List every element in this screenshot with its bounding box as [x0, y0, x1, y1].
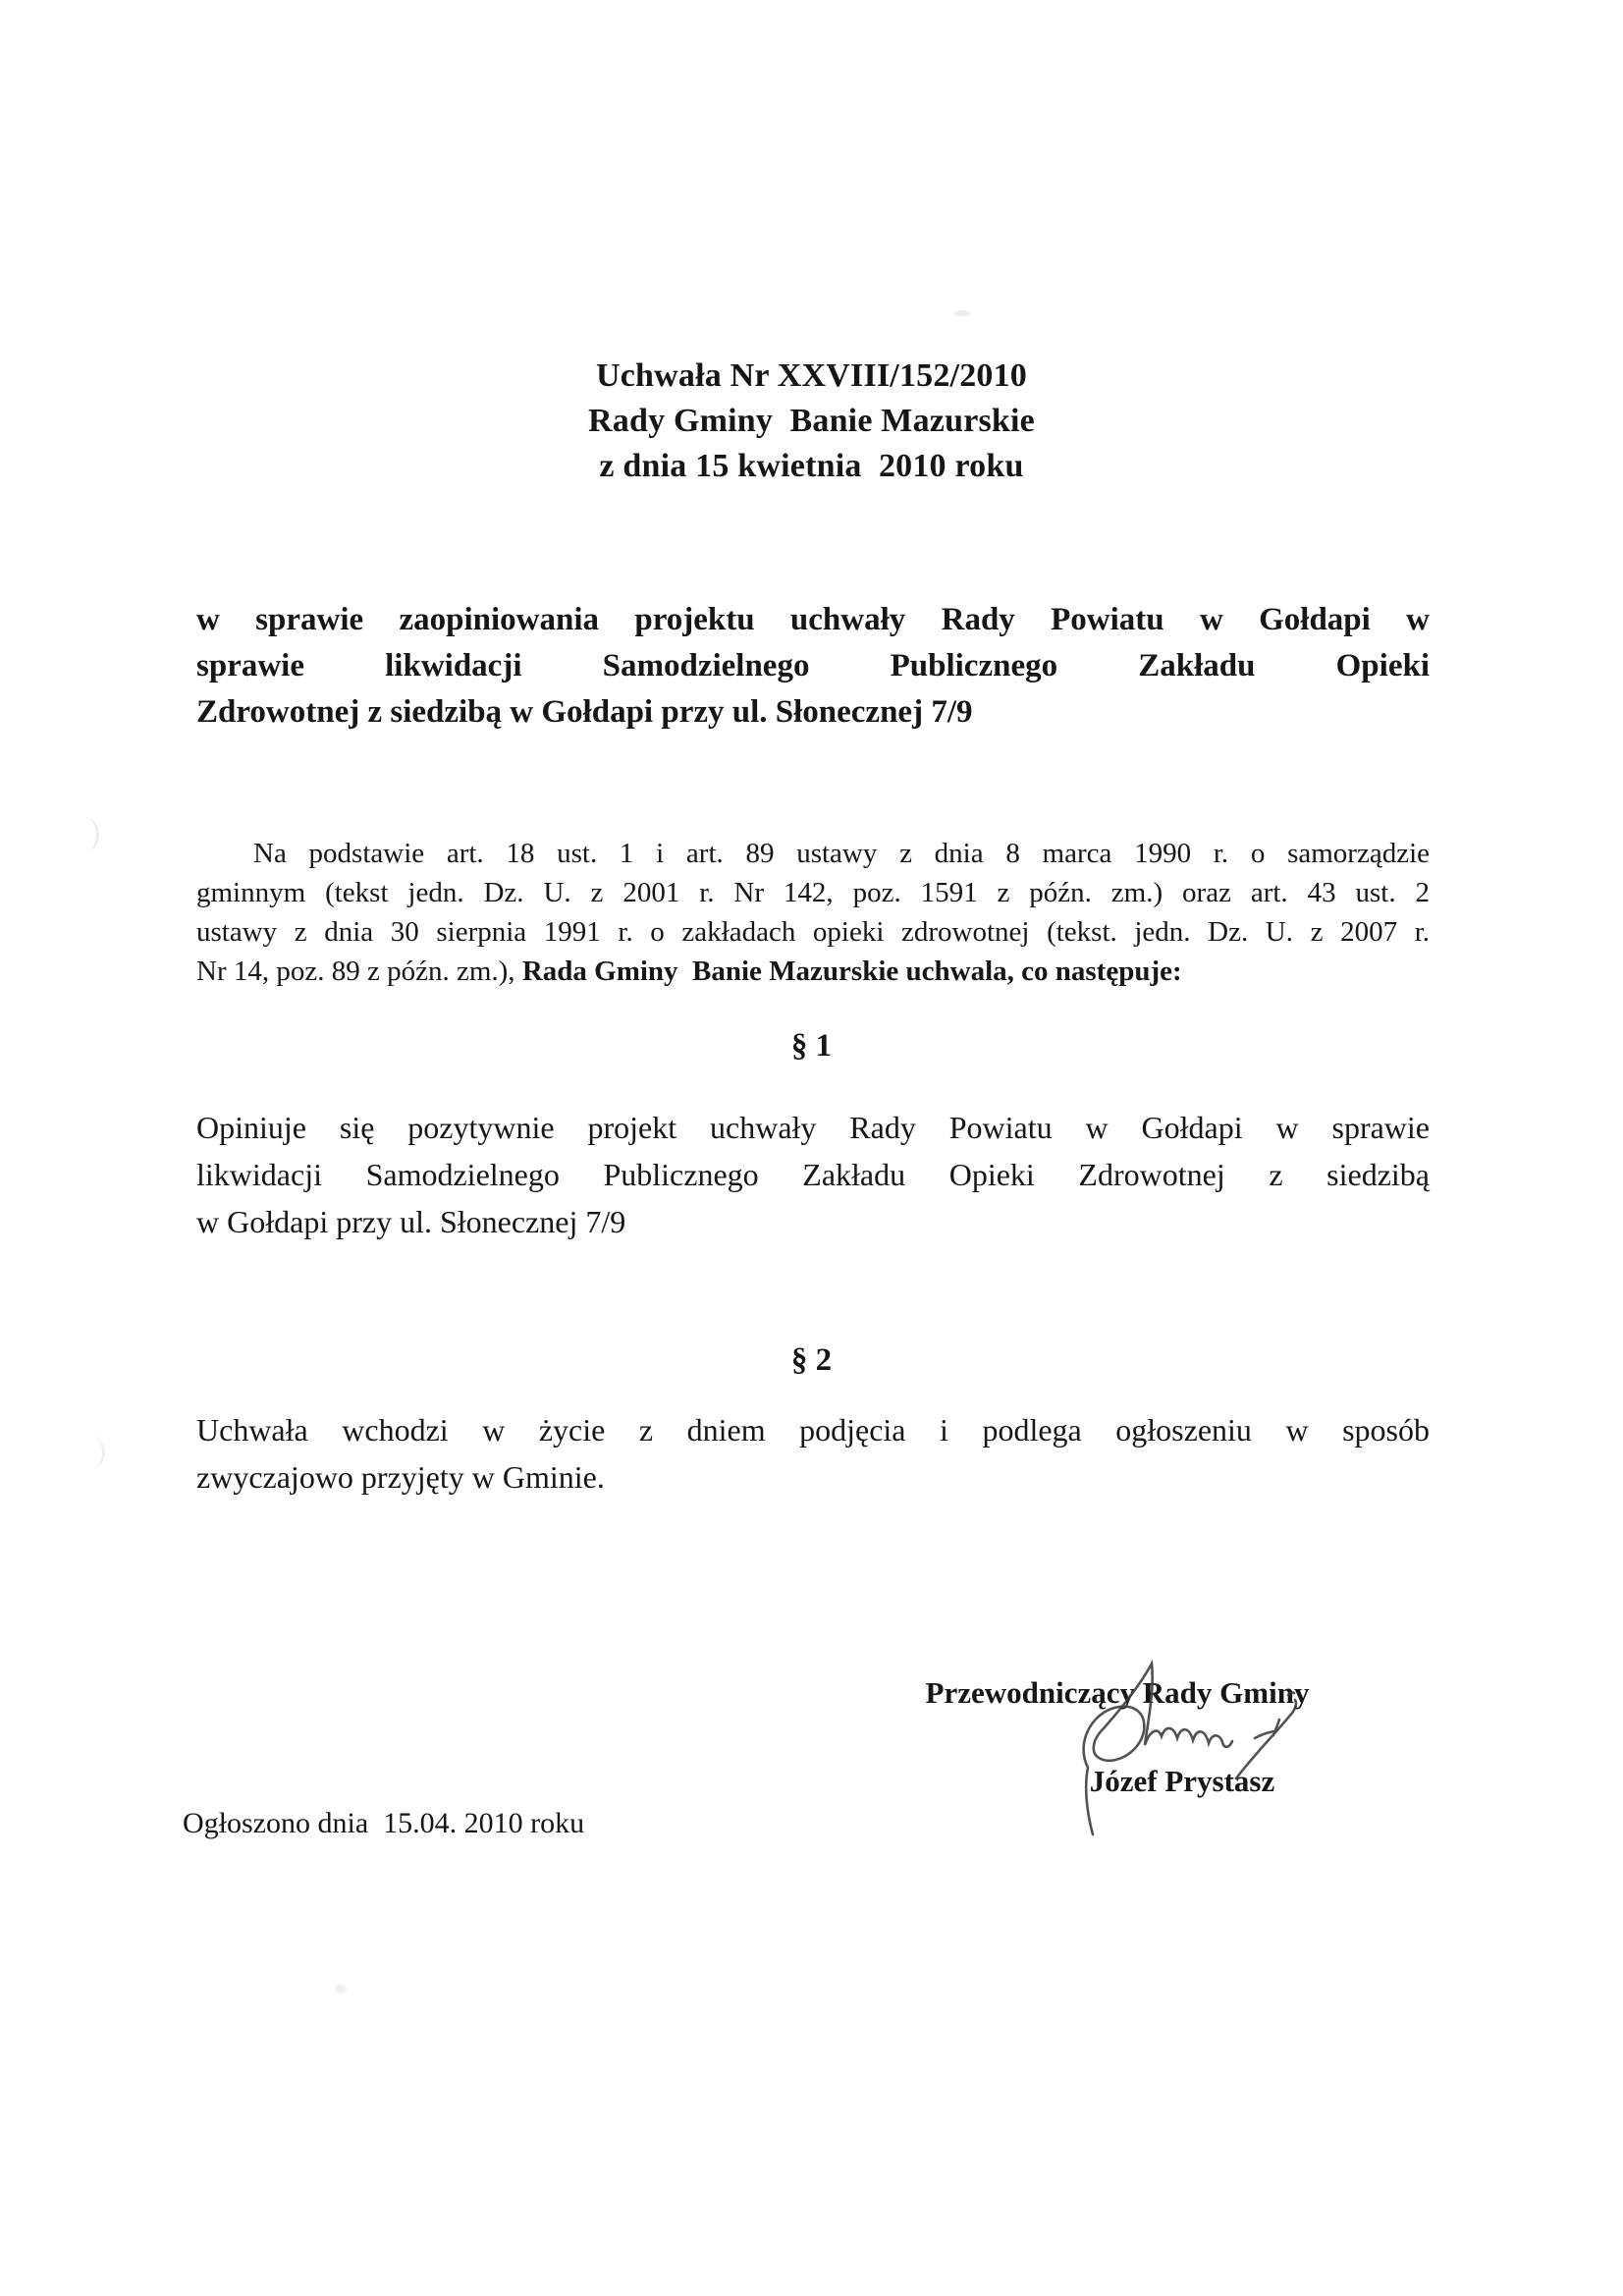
- subject-paragraph: [196, 597, 1430, 736]
- subject-line: sprawie likwidacji Samodzielnego Publicznego Zakładu Opieki: [196, 648, 1430, 683]
- section-1-line: w Gołdapi przy ul. Słonecznej 7/9: [196, 1204, 626, 1239]
- title-line: Rady Gminy Banie Mazurskie: [588, 403, 1035, 439]
- legal-basis-paragraph: [196, 834, 1430, 991]
- signature-role: Przewodniczący Rady Gminy: [925, 1675, 1310, 1710]
- legal-basis-text: Nr 14, poz. 89 z późn. zm.),: [196, 956, 522, 987]
- section-2-paragraph: [196, 1406, 1430, 1501]
- scan-artifact: [954, 310, 970, 316]
- legal-basis-line: gminnym (tekst jedn. Dz. U. z 2001 r. Nr 142, poz. 1591 z późn. zm.) oraz art. 43 ust. 2: [196, 877, 1430, 908]
- section-2-line: Uchwała wchodzi w życie z dniem podjęcia i podlega ogłoszeniu w sposób: [196, 1412, 1430, 1448]
- title-line: Uchwała Nr XXVIII/152/2010: [595, 357, 1028, 394]
- scan-artifact: [90, 1436, 105, 1469]
- signer-name: Józef Prystasz: [1089, 1764, 1275, 1798]
- scan-artifact: [84, 817, 99, 852]
- subject-line: Zdrowotnej z siedzibą w Gołdapi przy ul. Słonecznej 7/9: [196, 694, 973, 730]
- legal-basis-line: Na podstawie art. 18 ust. 1 i art. 89 ustawy z dnia 8 marca 1990 r. o samorządzie: [253, 838, 1430, 869]
- section-1-heading: § 1: [790, 1028, 833, 1064]
- title-line: z dnia 15 kwietnia 2010 roku: [599, 448, 1024, 484]
- subject-line: w sprawie zaopiniowania projektu uchwały Rady Powiatu w Gołdapi w: [196, 602, 1430, 637]
- handwritten-signature: [1021, 1650, 1316, 1846]
- publication-note: Ogłoszono dnia 15.04. 2010 roku: [183, 1807, 585, 1839]
- section-2-heading: § 2: [790, 1342, 833, 1378]
- document-title: [0, 354, 1623, 489]
- section-1-line: Opiniuje się pozytywnie projekt uchwały Rady Powiatu w Gołdapi w sprawie: [196, 1110, 1430, 1145]
- legal-basis-line: [196, 952, 1430, 991]
- legal-basis-line: ustawy z dnia 30 sierpnia 1991 r. o zakładach opieki zdrowotnej (tekst. jedn. Dz. U. z 2007 r.: [196, 916, 1430, 948]
- scan-artifact: [335, 1985, 347, 1994]
- section-1-line: likwidacji Samodzielnego Publicznego Zakładu Opieki Zdrowotnej z siedzibą: [196, 1157, 1430, 1192]
- section-2-line: zwyczajowo przyjęty w Gminie.: [196, 1459, 605, 1495]
- section-1-paragraph: [196, 1104, 1430, 1245]
- enacting-clause: Rada Gminy Banie Mazurskie uchwala, co następuje:: [521, 956, 1182, 987]
